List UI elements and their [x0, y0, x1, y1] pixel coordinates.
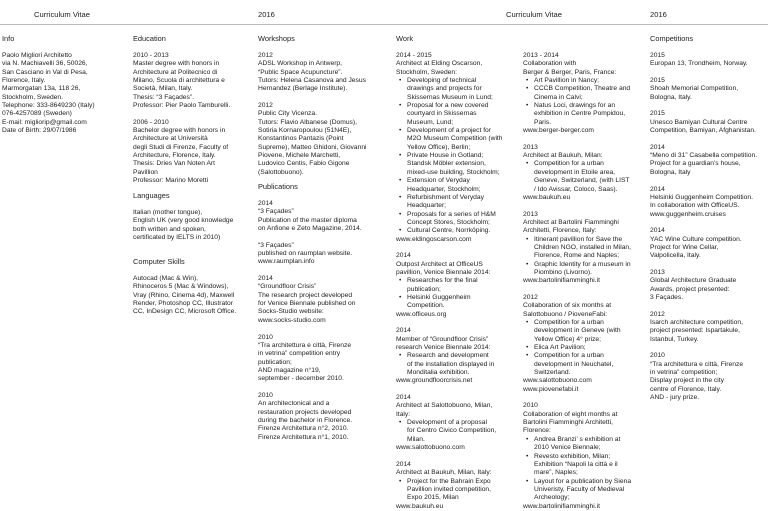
bullet-item: • Graphic Identity for a museum in: [523, 261, 649, 269]
bullet-item: • Development of a proposal: [396, 419, 520, 427]
languages-heading: Languages: [133, 191, 170, 200]
publications-list: [258, 200, 382, 442]
competition-line: Competition, Bamiyan, Afghanistan.: [650, 127, 756, 135]
entry-title: Florence:: [523, 427, 551, 435]
right-page: [384, 0, 768, 510]
info-line: Marmorgatan 13a, 118 26,: [2, 85, 81, 93]
bullet-item: • CCCB Competition, Theatre and: [523, 85, 649, 93]
work-column: [396, 52, 520, 511]
competition-line: In collaboration with OfficeUS.: [650, 202, 740, 210]
entry-link: www.eldingoscarson.com: [396, 235, 472, 243]
spacer: [650, 344, 766, 352]
competition-line: Istanbul, Turkey.: [650, 335, 699, 343]
work-heading: Work: [396, 34, 414, 43]
entry-link: www.bartolinifiamminghi.it: [523, 502, 600, 510]
spacer: [523, 286, 649, 294]
skill-line: Vray (Rhino, Cinema 4d), Maxwell: [133, 291, 235, 299]
education-heading: Education: [133, 34, 166, 43]
competition-line: 2012: [650, 310, 665, 318]
computer-skills-heading: Computer Skills: [133, 257, 185, 266]
entry-title: Architect at Elding Oscarson,: [396, 60, 483, 68]
bullet-item: Pavillion invited competition,: [407, 485, 492, 493]
skill-line: Autocad (Mac & Win),: [133, 275, 199, 282]
bullet-item: Paris.: [534, 118, 552, 126]
bullet-item: Museum, Lund;: [407, 118, 454, 126]
workshop-line: Public City Vicenza.: [258, 110, 317, 118]
competition-line: 2014: [650, 227, 665, 235]
info-line: Florence, Italy.: [2, 77, 46, 85]
entry-year: 2014: [396, 252, 411, 260]
spacer: [258, 384, 382, 392]
entry-link: www.piovenefabi.it: [523, 385, 579, 393]
bullet-item: • Proposal for a new covered: [396, 102, 520, 110]
bullet-item: • Art Pavillion in Nancy;: [523, 77, 649, 85]
spacer: [396, 386, 520, 394]
workshops-heading: Workshops: [258, 34, 295, 43]
entry-title: Bartolini Fiamminghi Architetti,: [523, 419, 613, 427]
right-header-year: 2016: [650, 10, 667, 19]
publication-line: september - december 2010.: [258, 375, 344, 383]
entry-title: Architect at Baukuh, Milan, Italy:: [396, 469, 492, 477]
language-line: English UK (very good knowledge: [133, 217, 234, 225]
competitions-column: [650, 52, 766, 402]
competition-line: 2010: [650, 352, 665, 360]
entry-title: Architect at Baukuh, Milan:: [523, 152, 603, 160]
spacer: [650, 69, 766, 77]
competition-line: Project for a guardian’s house,: [650, 160, 741, 168]
bullet-item: development in Neuchatel,: [534, 360, 614, 368]
publication-line: An architectonical and a: [258, 400, 330, 408]
competition-line: Awards, project presented:: [650, 285, 730, 293]
spacer: [523, 135, 649, 143]
spacer: [396, 244, 520, 252]
left-header-label: Curriculum Vitae: [34, 10, 90, 19]
computer-skills-list: [133, 275, 255, 317]
bullet-item: publication;: [407, 285, 441, 293]
entry-title: pavillion, Venice Biennale 2014:: [396, 268, 491, 276]
entry-link: www.berger-berger.com: [523, 127, 594, 135]
competition-line: project presented: Ispartakule,: [650, 327, 740, 335]
education-line: 2006 - 2010: [133, 118, 169, 126]
entry-link: www.salottobuono.com: [523, 377, 592, 385]
competition-line: 2015: [650, 77, 665, 85]
competition-line: 3 Façades.: [650, 293, 684, 301]
entry-year: 2012: [523, 293, 538, 301]
entry-link: www.baukuh.eu: [396, 502, 444, 510]
education-line: 2010 - 2013: [133, 52, 169, 59]
education-line: Professor: Marino Moretti: [133, 177, 209, 185]
languages-list: [133, 209, 255, 242]
publication-line: 2010: [258, 333, 273, 341]
education-line: Pavillion: [133, 168, 158, 176]
competitions-heading: Competitions: [650, 34, 694, 43]
education-line: Professor: Pier Paolo Tamburelli.: [133, 102, 231, 110]
bullet-item: • Refurbishment of Veryday: [396, 194, 520, 202]
competition-line: centre of Florence, Italy.: [650, 385, 722, 393]
bullet-item: • Elica Art Pavilion;: [523, 344, 649, 352]
workshop-line: Piovene, Michele Marchetti,: [258, 152, 341, 160]
bullet-item: • Itinerant pavillion for Save the: [523, 236, 649, 244]
workshop-line: Sotiria Kornaropoulou (51N4E),: [258, 127, 352, 135]
education-line: Architecture at Politecnico di: [133, 68, 218, 76]
publication-line: during the bachelor in Florence.: [258, 416, 353, 424]
education-line: Thesis: “3 Façades”.: [133, 93, 194, 101]
entry-title: Collaboration of eight months at: [523, 410, 618, 418]
publications-heading: Publications: [258, 182, 298, 191]
bullet-item: development in Etoile area,: [534, 168, 616, 176]
publication-line: published on raumplan website.: [258, 250, 353, 258]
bullet-item: exhibition in Centre Pompidou,: [534, 110, 626, 118]
competition-line: in vetrina” competition;: [650, 369, 718, 377]
entry-title: Salottobuono / PioveneFabi:: [523, 310, 608, 318]
info-line: E-mail: migliorip@gmail.com: [2, 118, 87, 126]
publication-line: Firenze Architettura n°1, 2010.: [258, 433, 349, 441]
bullet-item: 2010 Venice Biennale;: [534, 444, 601, 452]
bullet-item: • Andrea Branzi’ s exhibition at: [523, 436, 649, 444]
info-line: via N. Machiavelli 36, 50026,: [2, 60, 88, 68]
language-line: certificated by IELTS in 2010): [133, 234, 221, 242]
education-line: Architecture, Florence, Italy.: [133, 152, 216, 160]
publication-line: for Venice Biennale published on: [258, 300, 356, 308]
bullet-item: Yellow Office), Berlin;: [407, 143, 471, 151]
bullet-item: • Private House in Gotland;: [396, 152, 520, 160]
spacer: [258, 233, 382, 241]
competition-line: Display project in the city: [650, 377, 724, 385]
workshop-line: 2012: [258, 52, 273, 59]
workshop-line: Supreme), Matteo Ghidoni, Giovanni: [258, 143, 367, 151]
spacer: [258, 94, 382, 102]
entry-title: Stockholm, Sweden:: [396, 68, 457, 76]
publication-line: Socks-Studio website:: [258, 308, 324, 316]
competition-line: 2014: [650, 143, 665, 151]
education-line: Milano, Scuola di architettura e: [133, 77, 225, 85]
bullet-item: • Natus Loci, drawings for an: [523, 102, 649, 110]
education-column: [133, 52, 255, 186]
publication-line: 2014: [258, 200, 273, 207]
entry-year: 2013: [523, 143, 538, 151]
bullet-item: • Research and development: [396, 352, 520, 360]
bullet-item: development in Geneve (with: [534, 327, 621, 335]
info-line: Telephone: 333-8649230 (Italy): [2, 102, 95, 110]
info-line: Stockholm, Sweden.: [2, 93, 63, 101]
bullet-item: Headquarter, Stockholm;: [407, 185, 481, 193]
spacer: [396, 453, 520, 461]
bullet-item: courtyard in Skissernas: [407, 110, 477, 118]
spacer: [258, 325, 382, 333]
bullet-item: • Researches for the final: [396, 277, 520, 285]
publication-line: “Groundfloor Crisis”: [258, 283, 317, 291]
bullet-item: Milan.: [407, 435, 425, 443]
bullet-item: Concept Stores, Stockholm;: [407, 218, 490, 226]
entry-title: Outpost Architect at OfficeUS: [396, 260, 483, 268]
publication-line: The research project developed: [258, 291, 353, 299]
bullet-item: / Ido Avissar, Coloco, Saas).: [534, 185, 618, 193]
entry-year: 2014: [396, 460, 411, 468]
competition-line: Project for Wine Cellar,: [650, 243, 719, 251]
work-column-continued: [523, 52, 649, 511]
publication-line: AND magazine n°19,: [258, 366, 321, 374]
bullet-item: Children NGO, installed in Milan,: [534, 243, 632, 251]
entry-year: 2013: [523, 210, 538, 218]
bullet-item: Headquarter;: [407, 202, 447, 210]
entry-title: Architetti, Florence, Italy:: [523, 227, 597, 235]
competition-line: Europan 13, Trondheim, Norway.: [650, 60, 748, 68]
bullet-item: drawings and projects for: [407, 85, 482, 93]
education-line: degli Studi di Firenze, Faculty of: [133, 143, 229, 151]
workshop-line: Tutors: Flavio Albanese (Domus),: [258, 118, 357, 126]
competition-line: 2013: [650, 268, 665, 276]
entry-year: 2010: [523, 402, 538, 410]
publication-line: publication;: [258, 358, 292, 366]
bullet-item: Monditalia exhibition.: [407, 369, 470, 377]
publication-line: restauration projects developed: [258, 408, 352, 416]
competition-line: AND - jury prize.: [650, 394, 700, 402]
workshop-line: ADSL Workshop in Antwerp,: [258, 60, 343, 68]
workshop-line: Konstantinos Pantazis (Point: [258, 135, 344, 143]
competition-line: 2015: [650, 52, 665, 59]
entry-link: www.officeus.org: [396, 310, 447, 318]
bullet-item: • Developing of technical: [396, 77, 520, 85]
publication-line: on Anfione e Zeto Magazine, 2014.: [258, 225, 362, 233]
bullet-item: • Proposals for a series of H&M: [396, 211, 520, 219]
bullet-item: Univeristy, Faculty of Medieval: [534, 485, 625, 493]
bullet-item: • Extension of Veryday: [396, 177, 520, 185]
spacer: [650, 135, 766, 143]
education-line: Bachelor degree with honors in: [133, 127, 226, 135]
right-header-label: Curriculum Vitae: [506, 10, 562, 19]
spacer: [650, 219, 766, 227]
entry-title: research Venice Biennale 2014:: [396, 344, 491, 352]
spacer: [650, 261, 766, 269]
skill-line: Render, Photoshop CC, Illustrator: [133, 300, 233, 308]
entry-link: www.bartolinifiamminghi.it: [523, 277, 600, 285]
spacer: [650, 302, 766, 310]
spacer: [396, 319, 520, 327]
spacer: [258, 267, 382, 275]
bullet-item: Piombino (Livorno).: [534, 268, 592, 276]
workshop-line: (Salottobuono).: [258, 168, 304, 176]
spacer: [650, 102, 766, 110]
publication-line: Firenze Architettura n°2, 2010.: [258, 425, 349, 433]
publication-line: “3 Façades”: [258, 241, 294, 249]
publication-line: 2014: [258, 275, 273, 283]
publication-line: www.socks-studio.com: [258, 316, 326, 324]
bullet-item: Geneve, Switzerland, (with LIST: [534, 177, 630, 185]
bullet-item: • Development of a project for: [396, 127, 520, 135]
competition-line: Helsinki Guggenheim Competition.: [650, 193, 753, 201]
workshops-column: [258, 52, 382, 177]
left-page-top-rule: [0, 24, 384, 25]
bullet-item: • Competition for a urban: [523, 319, 649, 327]
language-line: both written and spoken,: [133, 225, 206, 233]
publication-line: “Tra architettura e città, Firenze: [258, 341, 352, 349]
bullet-item: Exhibition “Napoli la città e il: [534, 460, 618, 468]
bullet-item: • Competition for a urban: [523, 160, 649, 168]
workshop-line: Ludovico Centis, Fabio Gigone: [258, 160, 350, 168]
bullet-item: M2O Museum Competition (with: [407, 135, 503, 143]
competition-line: Bologna, Italy.: [650, 93, 692, 101]
spacer: [523, 394, 649, 402]
bullet-item: • Layout for a publication by Siena: [523, 478, 649, 486]
info-heading: Info: [2, 34, 15, 43]
entry-title: Italy:: [396, 410, 411, 418]
left-header-year: 2016: [258, 10, 275, 19]
competition-line: Unesco Bamiyan Cultural Centre: [650, 118, 748, 126]
bullet-item: • Revesto exhibition, Milan;: [523, 453, 649, 461]
publication-line: www.raumplan.info: [258, 258, 315, 266]
education-line: Architecture at Università: [133, 135, 208, 143]
spacer: [650, 177, 766, 185]
competition-line: 2014: [650, 185, 665, 193]
education-line: Thesis: Dries Van Noten Art: [133, 160, 216, 168]
bullet-item: Cinema in Calvi;: [534, 93, 583, 101]
bullet-item: Competition.: [407, 302, 445, 310]
bullet-item: of the installation displayed in: [407, 360, 495, 368]
bullet-item: • Cultural Centre, Norrköping.: [396, 227, 520, 235]
competition-line: Bologna, Italy: [650, 168, 691, 176]
bullet-item: Florence, Rome and Naples;: [534, 252, 620, 260]
education-line: Società, Milan, Italy.: [133, 85, 193, 93]
publication-line: in vetrina” competition entry: [258, 350, 341, 358]
entry-title: Architect at Bartolini Fiamminghi: [523, 218, 619, 226]
info-line: 076-4257089 (Sweden): [2, 110, 72, 118]
bullet-item: • Competition for a urban: [523, 352, 649, 360]
entry-year: 2014 - 2015: [396, 52, 432, 59]
education-line: Master degree with honors in: [133, 60, 220, 68]
competition-line: Valpolicella, Italy.: [650, 252, 701, 260]
workshop-line: “Public Space Acupuncture”.: [258, 68, 343, 76]
entry-year: 2014: [396, 394, 411, 402]
bullet-item: Switzerland.: [534, 369, 571, 377]
workshop-line: Tutors: Helena Casanova and Jesus: [258, 77, 366, 85]
entry-title: Member of “Groundfloor Crisis”: [396, 335, 489, 343]
bullet-item: for Centro Civico Competition,: [407, 427, 497, 435]
competition-line: “Meno di 31” Casabella competition.: [650, 152, 758, 160]
bullet-item: Expo 2015, Milan: [407, 494, 459, 502]
right-page-top-rule: [384, 24, 768, 25]
bullet-item: Skissernas Museum in Lund;: [407, 93, 493, 101]
competition-line: Shoah Memorial Competition,: [650, 85, 739, 93]
entry-year: 2014: [396, 327, 411, 335]
info-line: Date of Birth: 29/07/1986: [2, 127, 77, 135]
language-line: Italian (mother tongue),: [133, 209, 203, 216]
competition-line: 2015: [650, 110, 665, 118]
workshop-line: 2012: [258, 102, 273, 110]
bullet-item: mare”, Naples;: [534, 469, 578, 477]
skill-line: Rhinoceros 5 (Mac & Windows),: [133, 283, 229, 291]
bullet-item: Yellow Office) 4° prize;: [534, 335, 601, 343]
publication-line: Publication of the master diploma: [258, 216, 357, 224]
bullet-item: • Helsinki Guggenheim: [396, 294, 520, 302]
entry-title: Collaboration of six months at: [523, 302, 612, 310]
entry-title: Collaboration with: [523, 60, 577, 68]
entry-link: www.baukuh.eu: [523, 193, 571, 201]
bullet-item: Standsk Möbler extension,: [407, 160, 486, 168]
publication-line: “3 Façades”: [258, 208, 294, 216]
left-page: [0, 0, 384, 498]
entry-year: 2013 - 2014: [523, 52, 559, 59]
entry-link: www.groundfloorcrisis.net: [396, 377, 473, 385]
info-line: Paolo Migliori Architetto: [2, 52, 72, 59]
competition-line: Global Architecture Graduate: [650, 277, 737, 285]
entry-link: www.salottobuono.com: [396, 444, 465, 452]
entry-title: Berger & Berger, Paris, France:: [523, 68, 617, 76]
entry-title: Architect at Salottobuono, Milan,: [396, 402, 493, 410]
competition-line: Isarch architecture competition,: [650, 319, 743, 326]
competition-line: YAC Wine Culture competition.: [650, 235, 742, 243]
bullet-item: Archeology;: [534, 494, 570, 502]
competition-line: “Tra architettura e città, Firenze: [650, 360, 744, 368]
spacer: [133, 110, 255, 118]
spacer: [523, 202, 649, 210]
skill-line: CC, InDesign CC, Microsoft Office.: [133, 308, 237, 316]
bullet-item: • Project for the Bahrain Expo: [396, 478, 520, 486]
bullet-item: mixed-use building, Stockholm;: [407, 168, 500, 176]
workshop-line: Hernandez (Berlage Institute).: [258, 85, 348, 93]
publication-line: 2010: [258, 391, 273, 399]
info-line: San Casciano in Val di Pesa,: [2, 68, 88, 76]
info-column: [2, 52, 127, 135]
competition-line: www.guggenheim.cruises: [650, 210, 726, 218]
